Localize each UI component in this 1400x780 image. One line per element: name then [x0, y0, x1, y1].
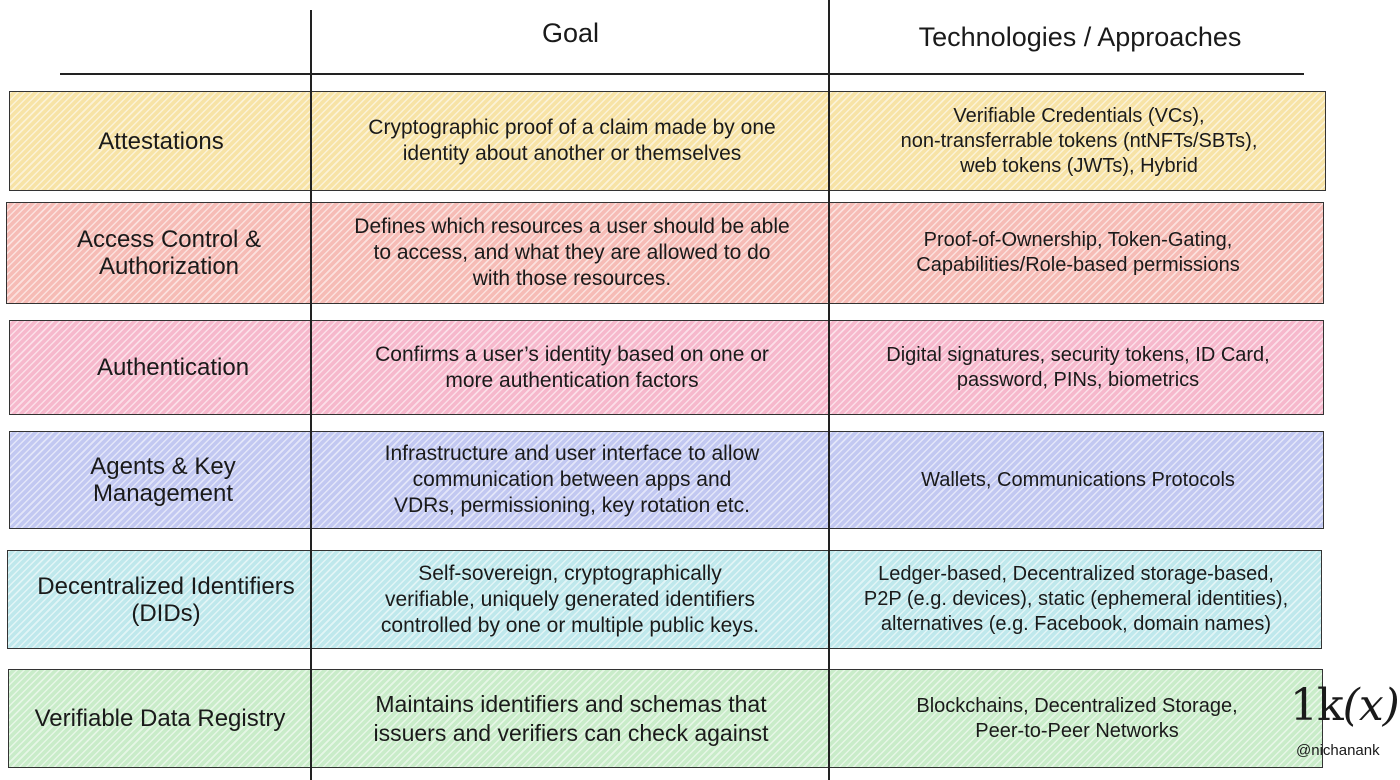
row-access-control	[6, 202, 1324, 304]
row-name: Decentralized Identifiers (DIDs)	[37, 572, 295, 627]
row-goal: Defines which resources a user should be able to access, and what they are allowed to do with those resources.	[354, 215, 790, 290]
row-tech: Wallets, Communications Protocols	[921, 468, 1235, 491]
logo-1kx	[1290, 680, 1399, 731]
column-divider-left	[310, 10, 312, 780]
author-handle: @nichanank	[1296, 742, 1380, 759]
column-divider-right	[828, 0, 830, 780]
row-goal: Cryptographic proof of a claim made by one identity about another or themselves	[368, 116, 776, 165]
row-name: Access Control & Authorization	[76, 226, 262, 280]
header-underline	[60, 73, 1304, 75]
row-name: Verifiable Data Registry	[34, 705, 286, 732]
row-agents-key-management	[9, 431, 1324, 529]
row-goal: Self-sovereign, cryptographically verifiable, uniquely generated identifiers controlled by one or multiple public keys.	[380, 561, 760, 637]
logo-prefix: 1k	[1290, 680, 1343, 731]
row-goal: Infrastructure and user interface to allow communication between apps and VDRs, permissioning, key rotation etc.	[384, 442, 760, 517]
row-tech: Ledger-based, Decentralized storage-based, P2P (e.g. devices), static (ephemeral identities), alternatives (e.g. Facebook, domain names)	[863, 563, 1289, 635]
row-goal: Maintains identifiers and schemas that issuers and verifiers can check against	[373, 690, 769, 746]
row-tech: Proof-of-Ownership, Token-Gating, Capabilities/Role-based permissions	[916, 229, 1240, 276]
row-verifiable-data-registry	[8, 669, 1323, 768]
row-goal: Confirms a user’s identity based on one or more authentication factors	[375, 342, 769, 392]
row-tech: Blockchains, Decentralized Storage, Peer-to-Peer Networks	[916, 694, 1238, 742]
header-goal: Goal	[541, 18, 600, 48]
row-authentication	[9, 320, 1324, 415]
row-decentralized-identifiers	[7, 550, 1322, 649]
logo-fx: (x)	[1342, 680, 1399, 731]
row-name: Attestations	[98, 127, 224, 155]
row-attestations	[9, 91, 1326, 191]
row-tech: Verifiable Credentials (VCs), non-transferrable tokens (ntNFTs/SBTs), web tokens (JWTs), Hybrid	[900, 104, 1258, 177]
header-technologies: Technologies / Approaches	[918, 22, 1242, 52]
row-tech: Digital signatures, security tokens, ID Card, password, PINs, biometrics	[886, 343, 1270, 391]
row-name: Authentication	[96, 354, 250, 381]
row-name: Agents & Key Management	[90, 453, 236, 507]
